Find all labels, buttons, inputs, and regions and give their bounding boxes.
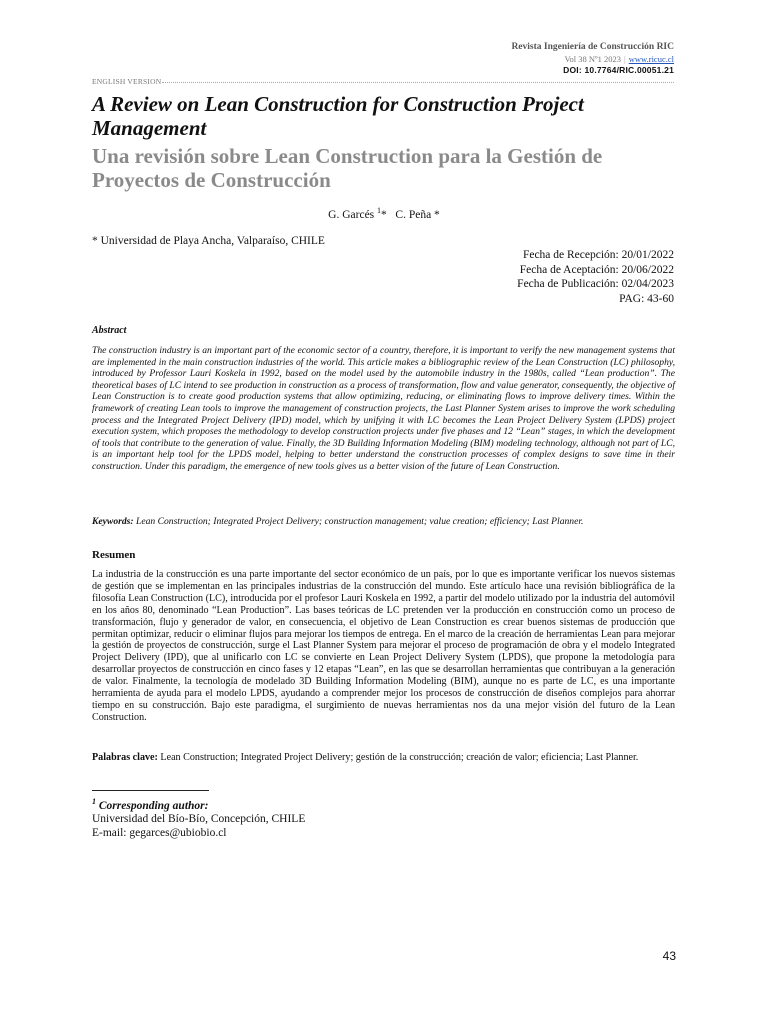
doi: DOI: 10.7764/RIC.00051.21 <box>563 65 674 75</box>
author-1: G. Garcés <box>328 208 375 221</box>
resumen-heading: Resumen <box>92 549 136 561</box>
english-version-label: ENGLISH VERSION <box>92 77 162 86</box>
title-english: A Review on Lean Construction for Construction Project Management <box>92 92 584 140</box>
journal-url-link[interactable]: www.ricuc.cl <box>628 54 674 64</box>
date-published: Fecha de Publicación: 02/04/2023 <box>517 278 674 290</box>
volume-line <box>564 55 674 65</box>
palabras-clave-text: Lean Construction; Integrated Project Delivery; gestión de la construcción; creación de valor; eficiencia; Last Planner. <box>160 752 639 763</box>
footnote-mark: 1 <box>92 797 96 806</box>
author-2: C. Peña * <box>395 208 440 221</box>
journal-name: Revista Ingeniería de Construcción RIC <box>511 42 674 52</box>
authors <box>0 206 768 221</box>
resumen-text: La industria de la construcción es una parte importante del sector económico de un país, por lo que es importante verificar los nuevos sistemas de gestión que se implementan en las principales industrias de la construcción del mundo. Este artículo hace una revisión bibliográfica de la filosofía Lean Construction (LC), introducida por el profesor Lauri Koskela en 1992, a partir del modelo utilizado por la industria del automóvil en los años 80, denominado “Lean Production”. Las bases teóricas de LC pretenden ver la producción en construcción como un proceso de transformación, flujo y generador de valor, en consecuencia, el objetivo de Lean Construction es crear buenos sistemas de producción que permitan optimizar, reducir o eliminar flujos para mejorar los tiempos de entrega. En el marco de la creación de herramientas Lean para mejorar la gestión de proyectos de construcción, surge el Last Planner System para mejorar el proceso de programación de obra y el modelo Integrated Project Delivery (IPD), que al unificarlo con LC se convierte en Lean Project Delivery System (LPDS), que propone la metodología para desarrollar proyectos de construcción en cinco fases y 12 etapas “Lean”, en las que se desarrollan herramientas que contribuyan a la generación de valor. Finalmente, la tecnología de modelado 3D Building Information Modeling (BIM), aunque no es parte de LC, es una importante herramienta de ayuda para el modelo LPDS, ayudando a comprender mejor los procesos de construcción de diseños complejos para ahorrar tiempo en su construcción. Bajo este paradigma, el surgimiento de nuevas herramientas nos da una mejor visión del futuro de la Lean Construction. <box>92 569 675 723</box>
palabras-clave-label: Palabras clave: <box>92 752 158 763</box>
keywords-label: Keywords: <box>92 516 134 527</box>
keywords-text: Lean Construction; Integrated Project Delivery; construction management; value creation; efficiency; Last Planner. <box>135 516 584 527</box>
affiliation: * Universidad de Playa Ancha, Valparaíso, CHILE <box>92 235 325 247</box>
english-version-row <box>92 74 674 86</box>
author-1-footnote-mark: 1 <box>377 206 382 215</box>
footnote-heading <box>92 797 208 812</box>
footnote-heading-text: Corresponding author: <box>98 799 209 812</box>
page-number: 43 <box>662 949 676 963</box>
abstract-text: The construction industry is an important part of the economic sector of a country, therefore, it is important to verify the new management systems that are implemented in the main construction industries of the world. This article makes a bibliographic review of the Lean Construction (LC) philosophy, introduced by Professor Lauri Koskela in 1992, based on the model used by the automobile industry in the 1980s, called “Lean production”. The theoretical bases of LC intend to see production in construction as a process of transformation, flow and value generator, consequently, the objective of Lean Construction is to create good production systems that allow optimizing, reducing, or eliminating flows to improve delivery times. Within the framework of creating Lean tools to improve the management of construction projects, the Last Planner System arises to improve the work scheduling process and the Integrated Project Delivery (IPD) model, which by unifying it with LC becomes the Lean Project Delivery System (LPDS) project execution system, which proposes the methodology to develop construction projects under five phases and 12 “Lean” stages, in which the development of tools that contribute to the generation of value. Finally, the 3D Building Information Modeling (BIM) modeling technology, although not part of LC, is an important help tool for the LPDS model, helping to better understand the construction processes of complex designs to save time in their construction. Under this paradigm, the emergence of new tools gives us a better vision of the future of Lean Construction. <box>92 345 675 472</box>
footnote-affiliation: Universidad del Bío-Bío, Concepción, CHILE <box>92 813 306 825</box>
author-1-affil-mark: * <box>381 208 387 221</box>
keywords <box>92 516 675 528</box>
page-range: PAG: 43-60 <box>619 292 674 305</box>
volume-info: Vol 38 Nº1 2023 <box>564 54 622 64</box>
volume-separator: | <box>624 54 626 64</box>
abstract-heading: Abstract <box>92 325 127 336</box>
date-accepted: Fecha de Aceptación: 20/06/2022 <box>519 263 674 276</box>
title-spanish: Una revisión sobre Lean Construction para la Gestión de Proyectos de Construcción <box>92 144 603 192</box>
footnote-rule <box>92 790 209 791</box>
palabras-clave <box>92 752 675 765</box>
footnote-email: E-mail: gegarces@ubiobio.cl <box>92 827 227 839</box>
publication-dates <box>517 248 674 306</box>
dotted-divider <box>162 82 674 83</box>
date-received: Fecha de Recepción: 20/01/2022 <box>522 249 674 261</box>
